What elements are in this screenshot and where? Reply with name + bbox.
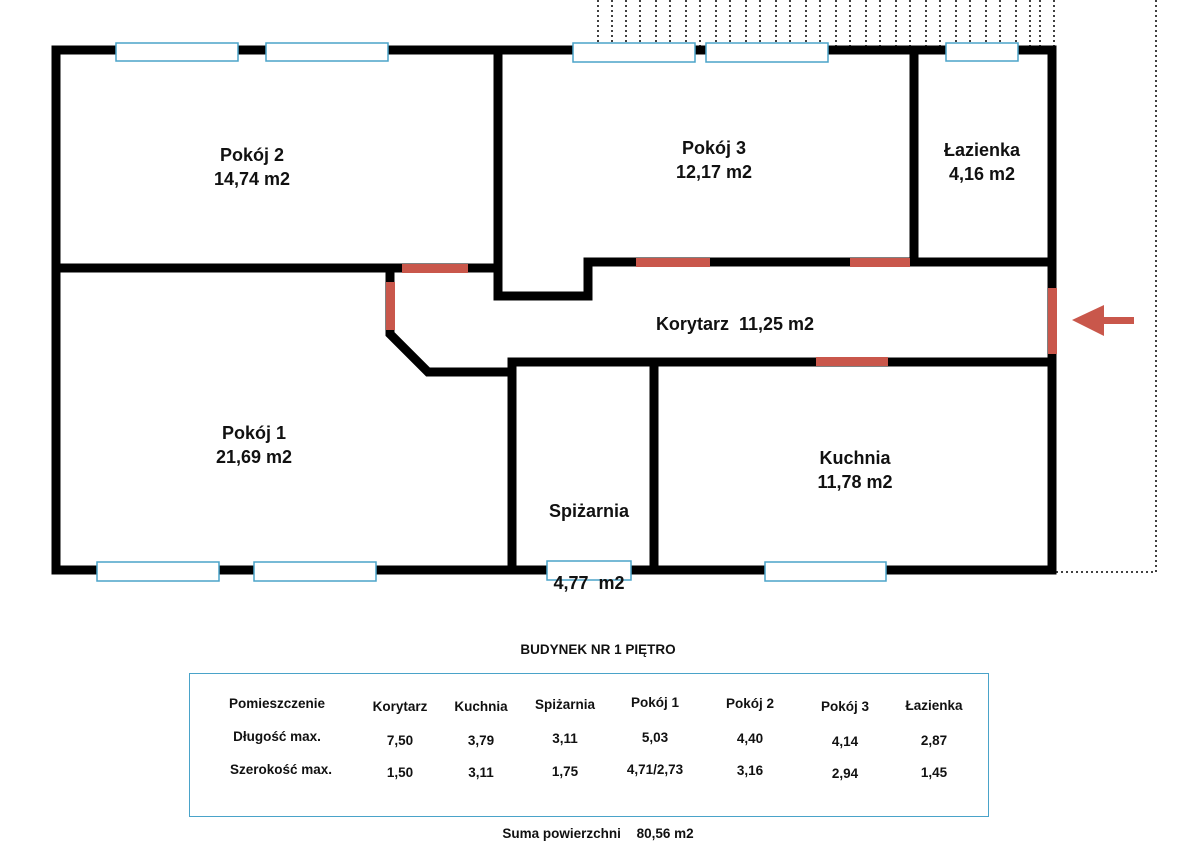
table-column-header: Łazienka xyxy=(905,698,963,713)
table-row-label: Szerokość max. xyxy=(229,762,333,777)
table-row-label: Długość max. xyxy=(233,729,321,744)
table-cell: 4,71/2,73 xyxy=(626,762,684,777)
window-pokoj1-b xyxy=(254,562,376,581)
room-area: 11,78 m2 xyxy=(817,472,893,492)
table-cell: 5,03 xyxy=(641,730,669,745)
window-kuchnia xyxy=(765,562,886,581)
table-cell: 4,40 xyxy=(736,731,764,746)
room-name: Korytarz xyxy=(655,314,729,334)
window-pokoj3-a xyxy=(573,43,695,62)
dimensions-table xyxy=(189,673,989,817)
table-column-header: Pokój 3 xyxy=(820,699,870,714)
window-pokoj2-b xyxy=(266,43,388,61)
room-name: Spiżarnia xyxy=(548,501,630,521)
window-pokoj3-b xyxy=(706,43,828,62)
room-area: 14,74 m2 xyxy=(213,169,291,189)
room-name: Pokój 2 xyxy=(219,145,285,165)
door-pokoj2 xyxy=(402,264,468,273)
table-cell: 1,75 xyxy=(551,764,579,779)
room-name: Pokój 1 xyxy=(221,423,287,443)
door-kuchnia xyxy=(816,357,888,366)
table-cell: 3,79 xyxy=(467,733,495,748)
building-title: BUDYNEK NR 1 PIĘTRO xyxy=(520,642,676,657)
room-label-kuchnia xyxy=(760,446,950,494)
table-cell: 1,50 xyxy=(386,765,414,780)
window-pokoj1-a xyxy=(97,562,219,581)
table-cell: 2,87 xyxy=(920,733,948,748)
room-area: 4,16 m2 xyxy=(948,164,1016,184)
window-pokoj2-a xyxy=(116,43,238,61)
door-entrance xyxy=(1048,288,1057,354)
door-pokoj3-b xyxy=(850,258,910,267)
table-column-header: Spiżarnia xyxy=(534,697,596,712)
window-lazienka xyxy=(946,43,1018,61)
table-column-header: Pokój 2 xyxy=(725,696,775,711)
table-cell: 7,50 xyxy=(386,733,414,748)
table-cell: 3,11 xyxy=(468,765,494,780)
room-area: 4,77 m2 xyxy=(553,573,625,593)
table-column-header: Kuchnia xyxy=(454,699,508,714)
table-column-header: Korytarz xyxy=(372,699,428,714)
table-column-header: Pokój 1 xyxy=(630,695,680,710)
room-label-lazienka xyxy=(922,138,1042,186)
table-cell: 1,45 xyxy=(920,765,948,780)
room-label-spizarnia xyxy=(526,451,652,619)
room-area: 21,69 m2 xyxy=(215,447,293,467)
room-name: Kuchnia xyxy=(819,448,891,468)
door-pokoj1 xyxy=(386,282,395,330)
room-area: 12,17 m2 xyxy=(675,162,753,182)
table-cell: 2,94 xyxy=(831,766,859,781)
room-label-pokoj1 xyxy=(154,421,354,469)
room-label-pokoj2 xyxy=(152,143,352,191)
total-area xyxy=(0,826,1196,841)
door-pokoj3-a xyxy=(636,258,710,267)
room-name: Łazienka xyxy=(943,140,1021,160)
room-label-pokoj3 xyxy=(614,136,814,184)
room-label-korytarz xyxy=(600,312,870,336)
room-name: Pokój 3 xyxy=(681,138,747,158)
table-row-header: Pomieszczenie xyxy=(228,696,326,711)
room-area: 11,25 m2 xyxy=(738,314,815,334)
table-cell: 3,11 xyxy=(552,731,578,746)
table-cell: 4,14 xyxy=(831,734,859,749)
total-value: 80,56 m2 xyxy=(636,826,694,841)
entrance-arrow-icon xyxy=(1072,305,1134,336)
table-cell: 3,16 xyxy=(736,763,764,778)
total-label: Suma powierzchni xyxy=(502,826,621,841)
